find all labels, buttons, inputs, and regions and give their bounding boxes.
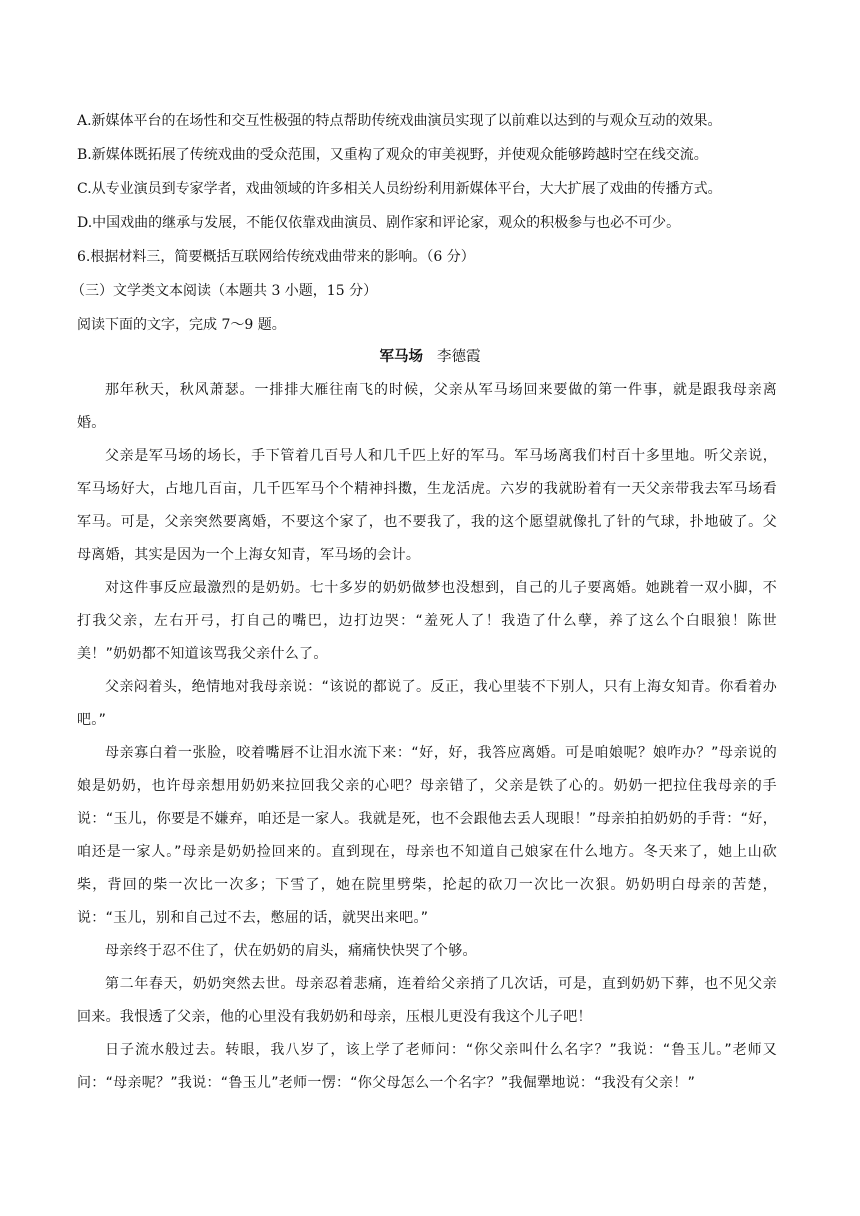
story-paragraph: 父亲是军马场的场长，手下管着几百号人和几千匹上好的军马。军马场离我们村百十多里地。听父亲说，军马场好大，占地几百亩，几千匹军马个个精神抖擞，生龙活虎。六岁的我就盼着有一天父亲带我去军马场看军马。可是，父亲突然要离婚，不要这个家了，也不要我了，我的这个愿望就像扎了针的气球，扑地破了。父母离婚，其实是因为一个上海女知青，军马场的会计。 — [77, 448, 777, 563]
story-paragraph: 父亲闷着头，绝情地对我母亲说：“该说的都说了。反正，我心里装不下别人，只有上海女知青。你看着办吧。” — [77, 679, 777, 728]
story-paragraph: 第二年春天，奶奶突然去世。母亲忍着悲痛，连着给父亲捎了几次话，可是，直到奶奶下葬，也不见父亲回来。我恨透了父亲，他的心里没有我奶奶和母亲，压根儿更没有我这个儿子吧！ — [77, 976, 777, 1025]
story-body — [77, 374, 777, 1100]
reading-instruction: 阅读下面的文字，完成 7～9 题。 — [77, 317, 286, 333]
story-paragraph: 母亲终于忍不住了，伏在奶奶的肩头，痛痛快快哭了个够。 — [105, 943, 477, 959]
story-title-line — [0, 347, 860, 367]
story-paragraph: 日子流水般过去。转眼，我八岁了，该上学了老师问：“你父亲叫什么名字？”我说：“鲁玉儿。”老师又问：“母亲呢？”我说：“鲁玉儿”老师一愣：“你父母怎么一个名字？”我倔犟地说：“我没有父亲！” — [77, 1042, 777, 1091]
question-6: 6.根据材料三，简要概括互联网给传统戏曲带来的影响。（6 分） — [77, 249, 475, 265]
story-paragraph: 对这件事反应最激烈的是奶奶。七十多岁的奶奶做梦也没想到，自己的儿子要离婚。她跳着一双小脚，不打我父亲，左右开弓，打自己的嘴巴，边打边哭：“羞死人了！我造了什么孽，养了这么个白眼狼！陈世美！”奶奶都不知道该骂我父亲什么了。 — [77, 580, 777, 662]
story-paragraph: 那年秋天，秋风萧瑟。一排排大雁往南飞的时候，父亲从军马场回来要做的第一件事，就是跟我母亲离婚。 — [77, 382, 777, 431]
story-paragraph: 母亲寡白着一张脸，咬着嘴唇不让泪水流下来：“好，好，我答应离婚。可是咱娘呢？娘咋办？”母亲说的娘是奶奶，也许母亲想用奶奶来拉回我父亲的心吧？母亲错了，父亲是铁了心的。奶奶一把拉住我母亲的手说：“玉儿，你要是不嫌弃，咱还是一家人。我就是死，也不会跟他去丢人现眼！”母亲拍拍奶奶的手背：“好，咱还是一家人。”母亲是奶奶捡回来的。直到现在，母亲也不知道自己娘家在什么地方。冬天来了，她上山砍柴，背回的柴一次比一次多；下雪了，她在院里劈柴，抡起的砍刀一次比一次狠。奶奶明白母亲的苦楚，说：“玉儿，别和自己过不去，憋屈的话，就哭出来吧。” — [77, 745, 777, 926]
option-c: C.从专业演员到专家学者，戏曲领域的许多相关人员纷纷利用新媒体平台，大大扩展了戏曲的传播方式。 — [77, 181, 722, 197]
option-a: A.新媒体平台的在场性和交互性极强的特点帮助传统戏曲演员实现了以前难以达到的与观众互动的效果。 — [77, 113, 722, 129]
option-d: D.中国戏曲的继承与发展，不能仅依靠戏曲演员、剧作家和评论家，观众的积极参与也必不可少。 — [77, 215, 681, 231]
option-b: B.新媒体既拓展了传统戏曲的受众范围，又重构了观众的审美视野，并使观众能够跨越时空在线交流。 — [77, 147, 708, 163]
story-author: 李德霞 — [437, 349, 481, 365]
section-heading: （三）文学类文本阅读（本题共 3 小题，15 分） — [71, 283, 378, 299]
story-title: 军马场 — [379, 348, 423, 365]
